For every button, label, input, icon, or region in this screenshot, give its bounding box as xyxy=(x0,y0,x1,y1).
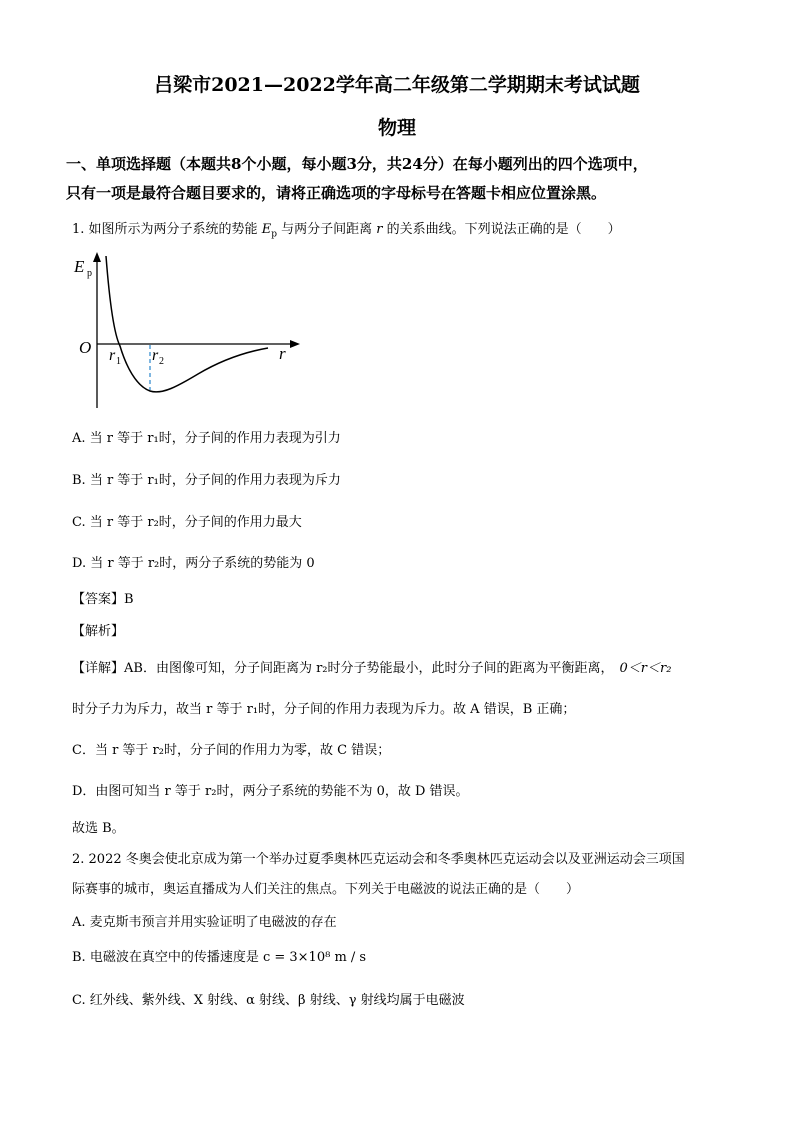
y-axis-arrow xyxy=(93,252,101,262)
q2-option-c: C. 红外线、紫外线、X 射线、α 射线、β 射线、γ 射线均属于电磁波 xyxy=(72,993,465,1008)
x-axis-label: r xyxy=(279,344,286,363)
r2-label: r xyxy=(152,347,159,364)
potential-energy-figure xyxy=(70,248,310,413)
q1-r-symbol: r xyxy=(376,222,383,237)
q1-stem-part-c: 的关系曲线。下列说法正确的是（ ） xyxy=(386,222,621,237)
r1-label-subscript: 1 xyxy=(116,356,121,367)
q1-option-b: B. 当 r 等于 r₁时，分子间的作用力表现为斥力 xyxy=(72,473,341,488)
q1-stem-part-a: 1. 如图所示为两分子系统的势能 xyxy=(72,222,258,237)
q1-detail-line1 xyxy=(72,657,671,676)
subject-title: 物理 xyxy=(377,117,416,139)
q1-detail-line2: 时分子力为斥力，故当 r 等于 r₁时，分子间的作用力表现为斥力。故 A 错误，B 正确； xyxy=(72,702,576,717)
q2-option-a: A. 麦克斯韦预言并用实验证明了电磁波的存在 xyxy=(72,915,337,930)
x-axis-arrow xyxy=(290,340,300,348)
exam-title: 吕梁市2021—2022学年高二年级第二学期期末考试试题 xyxy=(154,74,640,96)
q2-option-b: B. 电磁波在真空中的传播速度是 c = 3×10⁸ m / s xyxy=(72,950,367,965)
q1-option-c: C. 当 r 等于 r₂时，分子间的作用力最大 xyxy=(72,515,302,530)
detail-text-1: AB．由图像可知，分子间距离为 r₂时分子势能最小，此时分子间的距离为平衡距离， xyxy=(124,661,614,676)
q1-ep-subscript: p xyxy=(271,229,277,240)
q1-option-a: A. 当 r 等于 r₁时，分子间的作用力表现为引力 xyxy=(72,431,341,446)
potential-curve xyxy=(106,256,268,392)
detail-inequality: 0＜r＜r₂ xyxy=(619,661,672,676)
origin-label: O xyxy=(79,338,92,357)
q2-stem-line1: 2. 2022 冬奥会使北京成为第一个举办过夏季奥林匹克运动会和冬季奥林匹克运动会以及亚洲运动会三项国 xyxy=(72,852,685,867)
answer-value: B xyxy=(124,592,134,607)
q1-stem-part-b: 与两分子间距离 xyxy=(281,222,373,237)
y-axis-label-subscript: p xyxy=(87,268,92,279)
q1-detail-line4: D．由图可知当 r 等于 r₂时，两分子系统的势能不为 0，故 D 错误。 xyxy=(72,784,469,799)
q1-detail-line3: C．当 r 等于 r₂时，分子间的作用力为零，故 C 错误； xyxy=(72,743,391,758)
section-instruction-line2: 只有一项是最符合题目要求的，请将正确选项的字母标号在答题卡相应位置涂黑。 xyxy=(66,184,607,202)
r2-label-subscript: 2 xyxy=(159,356,164,367)
y-axis-label: E xyxy=(74,257,85,276)
q1-answer xyxy=(72,588,134,607)
q1-stem xyxy=(72,218,621,240)
q1-option-d: D. 当 r 等于 r₂时，两分子系统的势能为 0 xyxy=(72,556,315,571)
analysis-tag: 【解析】 xyxy=(72,624,125,639)
section-instruction-line1: 一、单项选择题（本题共8个小题，每小题3分，共24分）在每小题列出的四个选项中， xyxy=(66,155,648,173)
r1-label: r xyxy=(109,347,116,364)
q1-conclusion: 故选 B。 xyxy=(72,821,125,836)
answer-tag: 【答案】 xyxy=(72,592,125,607)
q1-ep-symbol: E xyxy=(261,222,272,237)
q2-stem-line2: 际赛事的城市，奥运直播成为人们关注的焦点。下列关于电磁波的说法正确的是（ ） xyxy=(72,882,580,897)
detail-tag: 【详解】 xyxy=(72,661,125,676)
